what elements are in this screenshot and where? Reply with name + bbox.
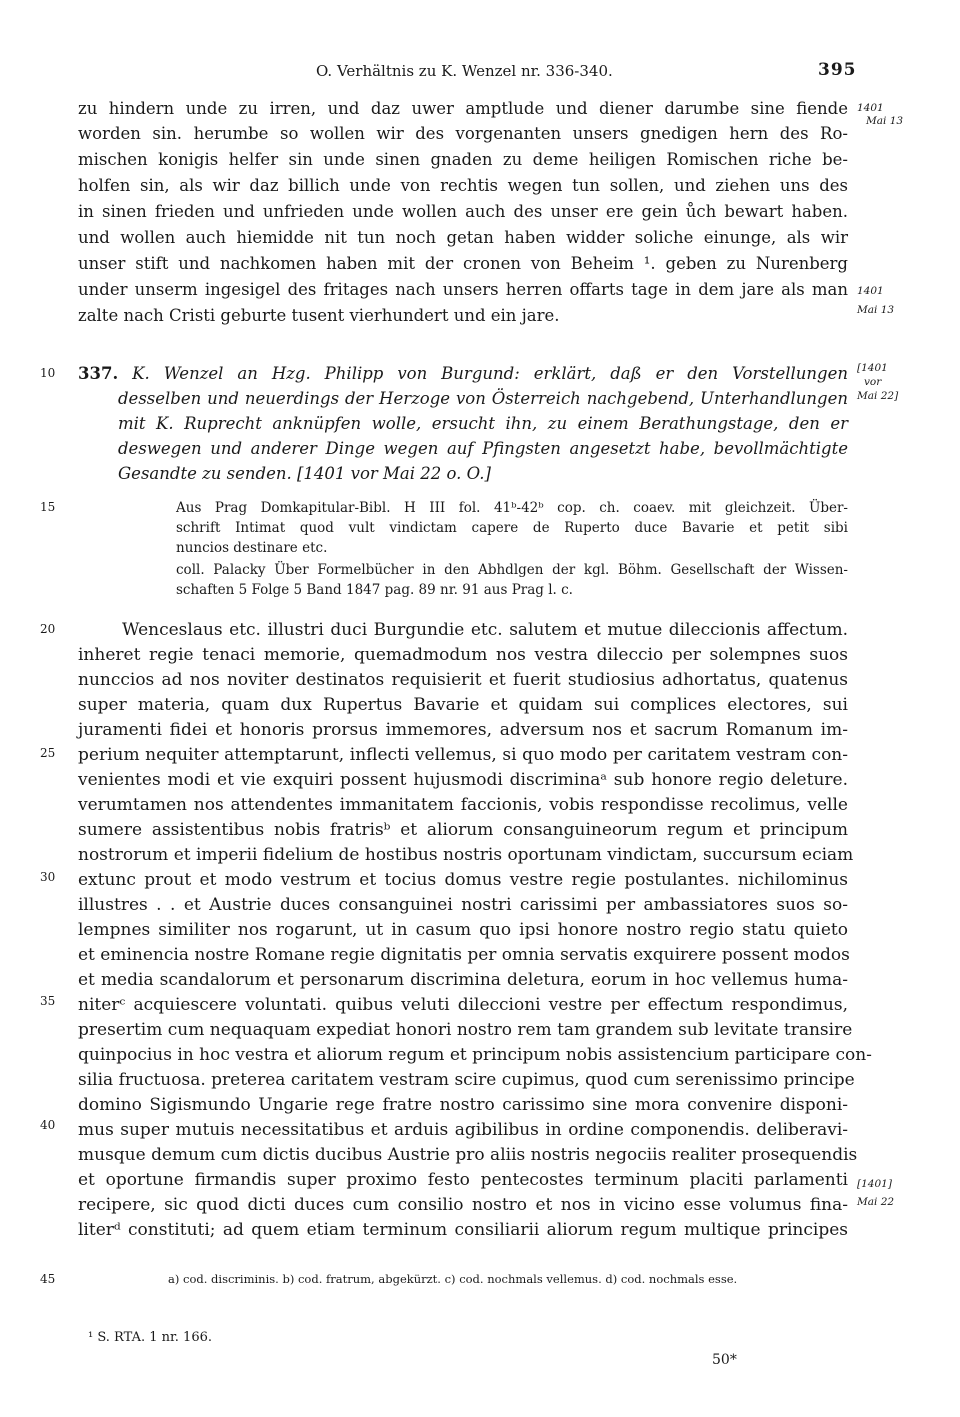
margin-date-year: 1401: [857, 102, 884, 114]
sheet-signature: 50*: [712, 1352, 737, 1368]
body-line: recipere, sic quod dicti duces cum consilio nostro et nos in vicino esse volumus fina-: [78, 1195, 848, 1215]
body-line: domino Sigismundo Ungarie rege fratre nostro carissimo sine mora convenire disponi-: [78, 1095, 848, 1115]
body-line: verumtamen nos attendentes immanitatem faccionis, vobis respondisse recolimus, velle: [78, 795, 848, 815]
document-heading-line: [78, 362, 848, 385]
body-line: illustres . . et Austrie duces consanguinei nostri carissimi per ambassiatores suos so-: [78, 895, 848, 915]
body-line: nostrorum et imperii fidelium de hostibus nostris oportunam vindictam, succursum eciam: [78, 845, 854, 865]
body-line: inheret regie tenaci memorie, quemadmodum nos vestra dileccio per solempnes suos: [78, 645, 848, 665]
body-line: super materia, quam dux Rupertus Bavarie et quidam sui complices electores, sui: [78, 695, 848, 715]
source-note-line: schaften 5 Folge 5 Band 1847 pag. 89 nr. 91 aus Prag l. c.: [176, 582, 573, 598]
margin-date-vor: vor: [864, 376, 882, 388]
body-line: nunccios ad nos noviter destinatos requisierit et fuerit studiosius adhortatus, quatenus: [78, 670, 848, 690]
text-line: zu hindern unde zu irren, und daz uwer amptlude und diener darumbe sine fiende: [78, 99, 848, 118]
source-note-line: nuncios destinare etc.: [176, 540, 328, 556]
text-line: under unserm ingesigel des fritages nach unsers herren offarts tage in dem jare als man: [78, 280, 848, 299]
source-note-line: schrift Intimat quod vult vindictam capere de Ruperto duce Bavarie et petit sibi: [176, 520, 848, 536]
line-number: 10: [40, 366, 56, 380]
margin-date-day: Mai 13: [857, 304, 895, 316]
body-line: mus super mutuis necessitatibus et arduis agibilibus in ordine componendis. deliberavi-: [78, 1120, 848, 1140]
source-note-line: Aus Prag Domkapitular-Bibl. H III fol. 41ᵇ-42ᵇ cop. ch. coaev. mit gleichzeit. Über-: [176, 500, 848, 516]
body-line: musque demum cum dictis ducibus Austrie pro aliis nostris negociis realiter prosequendis: [78, 1145, 858, 1165]
line-number: 35: [40, 994, 56, 1008]
body-line: lempnes similiter nos rogarunt, ut in casum quo ipsi honore nostro regio statu quieto: [78, 920, 848, 940]
body-line: et oportune firmandis super proximo festo pentecostes terminum placiti parlamenti: [78, 1170, 848, 1190]
margin-date-day: Mai 13: [866, 115, 904, 127]
body-line: Wenceslaus etc. illustri duci Burgundie etc. salutem et mutue dileccionis affectum.: [122, 620, 848, 640]
margin-date-year: [1401: [857, 362, 888, 374]
text-line: worden sin. herumbe so wollen wir des vorgenanten unsers gnedigen hern des Ro-: [78, 124, 848, 143]
text-line: holfen sin, als wir daz billich unde von rechtis wegen tun sollen, und ziehen uns des: [78, 176, 848, 195]
body-line: et eminencia nostre Romane regie dignitatis per omnia servatis exquirere possent modos: [78, 945, 850, 965]
line-number: 40: [40, 1118, 56, 1132]
text-line: und wollen auch hiemidde nit tun noch getan haben widder soliche einunge, als wir: [78, 228, 848, 247]
body-line: perium nequiter attemptarunt, inflecti vellemus, si quo modo per caritatem vestram con-: [78, 745, 848, 765]
heading-text: K. Wenzel an Hzg. Philipp von Burgund: erklärt, daß er den Vorstellungen: [132, 364, 848, 383]
margin-date-day: Mai 22: [857, 1196, 895, 1208]
document-heading-line: Gesandte zu senden. [1401 vor Mai 22 o. O.]: [118, 464, 491, 483]
text-line: in sinen frieden und unfrieden unde wollen auch des unser ere gein ůch bewart haben.: [78, 202, 848, 221]
body-line: juramenti fidei et honoris prorsus immemores, adversum nos et sacrum Romanum im-: [78, 720, 848, 740]
margin-date-day: Mai 22]: [857, 390, 899, 402]
line-number: 15: [40, 500, 56, 514]
body-line: quinpocius in hoc vestra et aliorum regum et principum nobis assistencium participare con-: [78, 1045, 872, 1065]
body-line: extunc prout et modo vestrum et tocius domus vestre regie postulantes. nichilominus: [78, 870, 848, 890]
margin-date-year: 1401: [857, 285, 884, 297]
document-heading-line: deswegen und anderer Dinge wegen auf Pfingsten angesetzt habe, bevollmächtigte: [118, 439, 848, 458]
text-line: mischen konigis helfer sin unde sinen gnaden zu deme heiligen Romischen riche be-: [78, 150, 848, 169]
line-number: 20: [40, 622, 56, 636]
line-number: 30: [40, 870, 56, 884]
source-note-line: coll. Palacky Über Formelbücher in den Abhdlgen der kgl. Böhm. Gesellschaft der Wissen-: [176, 562, 848, 578]
text-line: unser stift und nachkomen haben mit der cronen von Beheim ¹. geben zu Nurenberg: [78, 254, 848, 273]
text-line: zalte nach Cristi geburte tusent vierhundert und ein jare.: [78, 306, 560, 325]
body-line: et media scandalorum et personarum discrimina deletura, eorum in hoc vellemus huma-: [78, 970, 848, 990]
document-number: 337.: [78, 364, 119, 383]
body-line: literᵈ constituti; ad quem etiam terminum consiliarii aliorum regum multique principes: [78, 1220, 848, 1240]
body-line: sumere assistentibus nobis fratrisᵇ et aliorum consanguineorum regum et principum: [78, 820, 848, 840]
margin-date-year: [1401]: [857, 1178, 892, 1190]
critical-apparatus: a) cod. discriminis. b) cod. fratrum, abgekürzt. c) cod. nochmals vellemus. d) cod. nochmals esse.: [168, 1272, 738, 1286]
footnote: ¹ S. RTA. 1 nr. 166.: [88, 1330, 212, 1345]
body-line: niterᶜ acquiescere voluntati. quibus veluti dileccioni vestre per effectum respondimus,: [78, 995, 848, 1015]
body-line: silia fructuosa. preterea caritatem vestram scire cupimus, quod cum serenissimo principe: [78, 1070, 855, 1090]
document-heading-line: desselben und neuerdings der Herzoge von Österreich nachgebend, Unterhandlungen: [118, 389, 848, 408]
page-number: 395: [818, 60, 857, 80]
line-number: 25: [40, 746, 56, 760]
body-line: presertim cum nequaquam expediat honori nostro rem tam grandem sub levitate transire: [78, 1020, 853, 1040]
running-title: O. Verhältnis zu K. Wenzel nr. 336-340.: [316, 62, 613, 80]
body-line: venientes modi et vie exquiri possent hujusmodi discriminaᵃ sub honore regio deleture.: [78, 770, 848, 790]
document-heading-line: mit K. Ruprecht anknüpfen wolle, ersucht ihn, zu einem Berathungstage, den er: [118, 414, 848, 433]
line-number: 45: [40, 1272, 56, 1286]
